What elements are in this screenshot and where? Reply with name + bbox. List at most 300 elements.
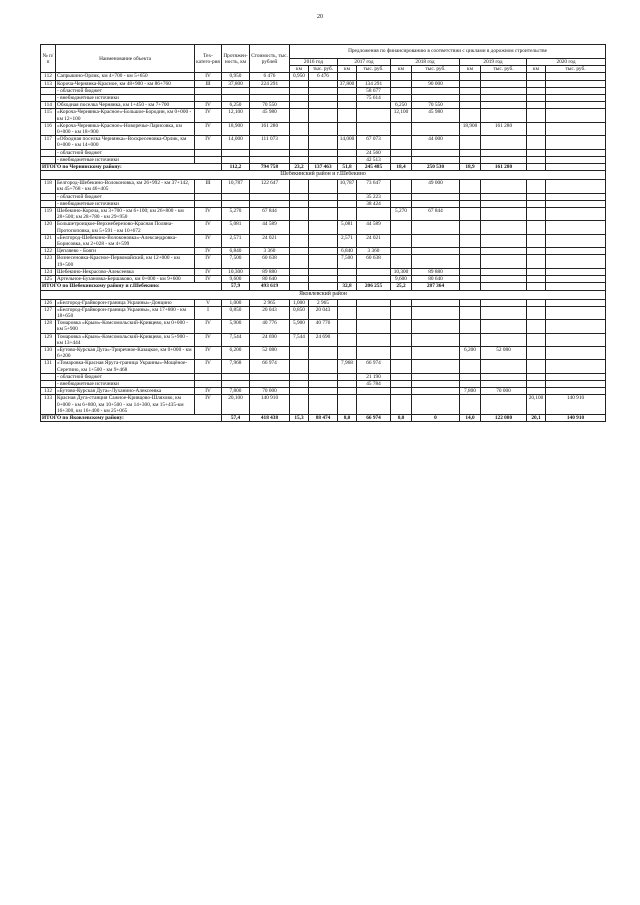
- header-rub: тыс. руб.: [481, 66, 527, 73]
- year-km: [290, 373, 309, 380]
- row-number: 128: [41, 320, 56, 333]
- table-row: [41, 180, 606, 193]
- year-rub: [546, 95, 606, 102]
- year-rub: 90 000: [412, 80, 460, 87]
- table-row: [41, 248, 606, 255]
- cost-rub: 24 690: [250, 333, 290, 346]
- year-rub: [309, 248, 338, 255]
- table-row: [41, 333, 606, 346]
- year-rub: [546, 180, 606, 193]
- subrow: [41, 193, 606, 200]
- header-year-2016: 2016 год: [290, 59, 338, 66]
- length-km: 0,850: [222, 306, 250, 319]
- length-km: [222, 200, 250, 207]
- year-rub: [546, 208, 606, 221]
- year-km: 25,2: [391, 283, 412, 290]
- year-rub: [412, 320, 460, 333]
- object-name: «Белгород-Грайворон-граница Украины», км 17+800 - км 18+650: [56, 306, 195, 319]
- year-km: [391, 200, 412, 207]
- object-name: Большетроицкое-Верхнеберезово-Красная Поляна-Протопоповка, км 5+591 - км 10+672: [56, 221, 195, 234]
- year-rub: [357, 73, 391, 80]
- year-km: [527, 87, 546, 94]
- year-rub: [309, 122, 338, 135]
- row-number: 121: [41, 234, 56, 247]
- year-rub: [481, 306, 527, 319]
- year-rub: 42 513: [357, 156, 391, 163]
- year-km: [391, 95, 412, 102]
- year-km: [391, 87, 412, 94]
- year-km: [338, 306, 357, 319]
- year-rub: [546, 122, 606, 135]
- year-rub: [357, 333, 391, 346]
- total-label: ИТОГО по Шебекинскому району и г.Шебекино:: [41, 283, 222, 290]
- year-rub: [309, 346, 338, 359]
- year-rub: [309, 95, 338, 102]
- object-name: Вознесеновка-Красное-Первомайский, км 12+000 - км 19+500: [56, 255, 195, 268]
- year-km: 9,600: [391, 276, 412, 283]
- year-rub: 58 677: [357, 87, 391, 94]
- year-rub: 134 291: [357, 80, 391, 87]
- category: IV: [195, 234, 222, 247]
- year-km: [527, 380, 546, 387]
- cost-rub: 122 647: [250, 180, 290, 193]
- year-km: [391, 180, 412, 193]
- object-name: Красная Дуга-станция Сажное-Кривцово-Шляхово, км 0+000 - км 6+800, км 10+500 - км 14+300, км 15+435-км 16+300, км 16+400 - км 25+065: [56, 395, 195, 415]
- page-number: 20: [317, 14, 323, 20]
- cost-rub: [250, 200, 290, 207]
- cost-rub: 418 438: [250, 414, 290, 421]
- row-number: 114: [41, 102, 56, 109]
- category: IV: [195, 320, 222, 333]
- year-rub: [309, 388, 338, 395]
- row-number: [41, 149, 56, 156]
- year-rub: [412, 193, 460, 200]
- year-km: [338, 102, 357, 109]
- year-km: [527, 80, 546, 87]
- year-km: [338, 320, 357, 333]
- length-km: 5,270: [222, 208, 250, 221]
- object-name: - областной бюджет: [56, 373, 195, 380]
- year-km: [338, 395, 357, 415]
- header-funding-group: Предложения по финансированию в соответствии с циклами в дорожном строительстве: [290, 45, 606, 59]
- section-row: [41, 171, 606, 180]
- year-km: [527, 221, 546, 234]
- year-km: 6,250: [391, 102, 412, 109]
- subrow: [41, 200, 606, 207]
- cost-rub: 44 589: [250, 221, 290, 234]
- year-km: 5,081: [338, 221, 357, 234]
- year-km: [527, 102, 546, 109]
- year-rub: 140 910: [546, 395, 606, 415]
- year-km: [290, 234, 309, 247]
- year-km: 20,100: [527, 395, 546, 415]
- year-km: 32,8: [338, 283, 357, 290]
- year-km: 14,000: [338, 136, 357, 149]
- object-name: - областной бюджет: [56, 87, 195, 94]
- total-label: ИТОГО по Яковлевскому району:: [41, 414, 222, 421]
- length-km: 10,787: [222, 180, 250, 193]
- year-rub: [546, 80, 606, 87]
- year-km: [338, 73, 357, 80]
- year-km: [391, 80, 412, 87]
- year-km: [527, 109, 546, 122]
- year-rub: [481, 200, 527, 207]
- year-km: [338, 193, 357, 200]
- year-rub: [412, 95, 460, 102]
- year-km: [460, 102, 481, 109]
- total-row: [41, 164, 606, 171]
- header-year-2018: 2018 год: [391, 59, 460, 66]
- object-name: «Бутово-Курская Дуга»-Луханино-Алексеевка: [56, 388, 195, 395]
- category: [195, 156, 222, 163]
- row-number: 123: [41, 255, 56, 268]
- year-rub: 140 910: [546, 414, 606, 421]
- year-km: 37,800: [338, 80, 357, 87]
- year-km: [527, 122, 546, 135]
- length-km: 7,968: [222, 360, 250, 373]
- year-km: [460, 333, 481, 346]
- cost-rub: [250, 193, 290, 200]
- year-rub: 66 974: [357, 360, 391, 373]
- year-km: [527, 73, 546, 80]
- row-number: 113: [41, 80, 56, 87]
- year-rub: [546, 276, 606, 283]
- year-km: [338, 299, 357, 306]
- cost-rub: 161 280: [250, 122, 290, 135]
- header-km: км: [391, 66, 412, 73]
- year-km: [338, 109, 357, 122]
- table-row: [41, 320, 606, 333]
- year-km: [290, 380, 309, 387]
- year-rub: [412, 248, 460, 255]
- year-rub: 24 021: [357, 234, 391, 247]
- year-rub: [309, 136, 338, 149]
- year-km: [290, 388, 309, 395]
- year-km: [460, 360, 481, 373]
- year-km: [460, 95, 481, 102]
- year-km: [391, 320, 412, 333]
- year-rub: 38 424: [357, 200, 391, 207]
- category: IV: [195, 102, 222, 109]
- cost-rub: 6 476: [250, 73, 290, 80]
- year-km: [290, 180, 309, 193]
- length-km: 5,900: [222, 320, 250, 333]
- object-name: «Белгород-Шебекино-Волоконовка»-Александровка-Борисовка, км 2+028 - км 4+599: [56, 234, 195, 247]
- year-km: [527, 248, 546, 255]
- year-km: [527, 156, 546, 163]
- year-rub: [412, 388, 460, 395]
- year-km: [460, 73, 481, 80]
- category: IV: [195, 395, 222, 415]
- year-rub: [481, 380, 527, 387]
- year-rub: 70 000: [481, 388, 527, 395]
- cost-rub: [250, 87, 290, 94]
- row-number: 133: [41, 395, 56, 415]
- year-rub: [546, 87, 606, 94]
- year-km: [460, 156, 481, 163]
- year-km: [290, 268, 309, 275]
- year-km: [290, 346, 309, 359]
- year-km: [391, 149, 412, 156]
- year-km: [290, 87, 309, 94]
- year-rub: [481, 156, 527, 163]
- year-km: [527, 346, 546, 359]
- object-name: Томаровка «Крым»-Комсомольский-Кривцево, км 0+000 - км 5+900: [56, 320, 195, 333]
- table-row: [41, 255, 606, 268]
- year-rub: 206 255: [357, 283, 391, 290]
- category: IV: [195, 333, 222, 346]
- table-row: [41, 208, 606, 221]
- row-number: 119: [41, 208, 56, 221]
- year-km: [391, 73, 412, 80]
- year-km: [527, 360, 546, 373]
- year-km: [527, 180, 546, 193]
- year-rub: 89 880: [412, 268, 460, 275]
- category: I: [195, 306, 222, 319]
- table-row: [41, 388, 606, 395]
- year-km: [338, 276, 357, 283]
- table-row: [41, 109, 606, 122]
- year-km: [460, 208, 481, 221]
- year-rub: [309, 360, 338, 373]
- year-rub: [309, 109, 338, 122]
- year-km: [460, 268, 481, 275]
- year-km: [290, 122, 309, 135]
- year-rub: 44 589: [357, 221, 391, 234]
- year-km: [527, 200, 546, 207]
- length-km: 5,081: [222, 221, 250, 234]
- year-km: 8,0: [338, 414, 357, 421]
- year-km: [391, 221, 412, 234]
- category: [195, 87, 222, 94]
- length-km: 7,544: [222, 333, 250, 346]
- year-km: 7,544: [290, 333, 309, 346]
- year-rub: [481, 87, 527, 94]
- row-number: 131: [41, 360, 56, 373]
- year-rub: [412, 395, 460, 415]
- year-rub: [481, 283, 527, 290]
- year-km: [290, 80, 309, 87]
- year-km: 18,4: [391, 164, 412, 171]
- category: IV: [195, 248, 222, 255]
- year-rub: [546, 193, 606, 200]
- year-rub: [481, 255, 527, 268]
- year-rub: 70 550: [412, 102, 460, 109]
- year-rub: [309, 208, 338, 221]
- table-row: [41, 395, 606, 415]
- row-number: 122: [41, 248, 56, 255]
- year-km: [527, 388, 546, 395]
- year-km: [391, 156, 412, 163]
- year-rub: [412, 373, 460, 380]
- subrow: [41, 373, 606, 380]
- year-km: [527, 234, 546, 247]
- year-km: [527, 299, 546, 306]
- year-rub: [481, 136, 527, 149]
- year-rub: [309, 395, 338, 415]
- year-rub: [546, 136, 606, 149]
- category: IV: [195, 109, 222, 122]
- object-name: Шебекино-Короча, км 3+700 - км 6+100; км 26+800 - км 28+500; км 28+780 - км 29+950: [56, 208, 195, 221]
- year-km: 2,571: [338, 234, 357, 247]
- header-name: Наименование объекта: [56, 45, 195, 73]
- table-row: [41, 122, 606, 135]
- year-rub: [309, 268, 338, 275]
- header-year-2020: 2020 год: [527, 59, 606, 66]
- year-rub: [357, 320, 391, 333]
- length-km: 6,250: [222, 102, 250, 109]
- year-km: [290, 276, 309, 283]
- year-km: [338, 208, 357, 221]
- year-km: [391, 360, 412, 373]
- year-rub: [546, 255, 606, 268]
- category: [195, 200, 222, 207]
- object-name: Сапрыкино-Орлик, км 4+700 - км 5+650: [56, 73, 195, 80]
- year-rub: [546, 109, 606, 122]
- year-rub: [481, 360, 527, 373]
- row-number: [41, 193, 56, 200]
- object-name: «Короча-Чернянка-Красное»-Большое-Бородин, км 0+000 - км 12+100: [56, 109, 195, 122]
- year-km: 5,900: [290, 320, 309, 333]
- category: IV: [195, 360, 222, 373]
- year-km: [391, 388, 412, 395]
- row-number: 112: [41, 73, 56, 80]
- year-km: 7,800: [460, 388, 481, 395]
- year-rub: [309, 221, 338, 234]
- row-number: [41, 87, 56, 94]
- year-rub: [546, 283, 606, 290]
- row-number: 129: [41, 333, 56, 346]
- table-row: [41, 234, 606, 247]
- year-km: [460, 180, 481, 193]
- subrow: [41, 149, 606, 156]
- year-rub: [309, 80, 338, 87]
- length-km: [222, 193, 250, 200]
- row-number: 118: [41, 180, 56, 193]
- cost-rub: 140 910: [250, 395, 290, 415]
- row-number: 125: [41, 276, 56, 283]
- year-rub: [357, 395, 391, 415]
- year-rub: 161 280: [481, 122, 527, 135]
- year-rub: [546, 73, 606, 80]
- year-rub: [309, 234, 338, 247]
- year-km: [290, 156, 309, 163]
- length-km: 7,800: [222, 388, 250, 395]
- table-row: [41, 346, 606, 359]
- year-km: [290, 109, 309, 122]
- year-km: [391, 373, 412, 380]
- row-number: [41, 380, 56, 387]
- year-rub: [412, 122, 460, 135]
- year-rub: 44 000: [412, 136, 460, 149]
- year-km: 15,3: [290, 414, 309, 421]
- year-km: [391, 306, 412, 319]
- header-km: км: [338, 66, 357, 73]
- year-km: 0,850: [290, 306, 309, 319]
- row-number: 116: [41, 122, 56, 135]
- year-rub: [412, 200, 460, 207]
- table-row: [41, 136, 606, 149]
- year-rub: 67 844: [412, 208, 460, 221]
- year-rub: [546, 380, 606, 387]
- object-name: Шебекино-Некрасово-Алексеевка: [56, 268, 195, 275]
- year-km: [290, 200, 309, 207]
- year-km: [290, 102, 309, 109]
- year-rub: 2 965: [309, 299, 338, 306]
- year-rub: [481, 193, 527, 200]
- object-name: «Бутово-Курская Дуга»-Триречное-Казацкое, км 0+000 - км 6+200: [56, 346, 195, 359]
- cost-rub: 24 021: [250, 234, 290, 247]
- year-rub: [546, 102, 606, 109]
- year-km: 20,1: [527, 414, 546, 421]
- header-category: Тех-катего-рия: [195, 45, 222, 73]
- year-km: [460, 395, 481, 415]
- year-rub: 35 223: [357, 193, 391, 200]
- year-rub: 60 638: [357, 255, 391, 268]
- year-rub: [309, 180, 338, 193]
- year-rub: [309, 149, 338, 156]
- year-rub: [309, 255, 338, 268]
- year-rub: [412, 73, 460, 80]
- cost-rub: 20 043: [250, 306, 290, 319]
- table-row: [41, 299, 606, 306]
- year-km: [290, 221, 309, 234]
- cost-rub: 45 980: [250, 109, 290, 122]
- year-rub: [309, 373, 338, 380]
- category: IV: [195, 208, 222, 221]
- year-km: [460, 80, 481, 87]
- year-km: [338, 156, 357, 163]
- year-rub: 49 000: [412, 180, 460, 193]
- length-km: 18,900: [222, 122, 250, 135]
- year-km: [527, 149, 546, 156]
- length-km: 7,500: [222, 255, 250, 268]
- header-cost: Стоимость, тыс. рублей: [250, 45, 290, 73]
- year-km: [460, 255, 481, 268]
- year-rub: [481, 149, 527, 156]
- year-km: [527, 208, 546, 221]
- year-rub: [357, 346, 391, 359]
- category: IV: [195, 136, 222, 149]
- subrow: [41, 380, 606, 387]
- header-no: № п/п: [41, 45, 56, 73]
- year-rub: [546, 149, 606, 156]
- year-rub: [481, 248, 527, 255]
- year-rub: [481, 320, 527, 333]
- year-km: 0,0: [391, 414, 412, 421]
- length-km: 112,2: [222, 164, 250, 171]
- year-km: [338, 373, 357, 380]
- year-rub: [546, 164, 606, 171]
- cost-rub: 493 619: [250, 283, 290, 290]
- table-row: [41, 268, 606, 275]
- cost-rub: 89 880: [250, 268, 290, 275]
- year-rub: [546, 248, 606, 255]
- year-rub: 21 190: [357, 373, 391, 380]
- category: IV: [195, 268, 222, 275]
- cost-rub: 111 073: [250, 136, 290, 149]
- row-number: [41, 373, 56, 380]
- year-rub: [357, 306, 391, 319]
- year-rub: [412, 149, 460, 156]
- year-km: 18,9: [460, 164, 481, 171]
- length-km: 57,4: [222, 414, 250, 421]
- year-km: 12,100: [391, 109, 412, 122]
- year-km: [527, 276, 546, 283]
- year-rub: [481, 373, 527, 380]
- row-number: 124: [41, 268, 56, 275]
- table-row: [41, 221, 606, 234]
